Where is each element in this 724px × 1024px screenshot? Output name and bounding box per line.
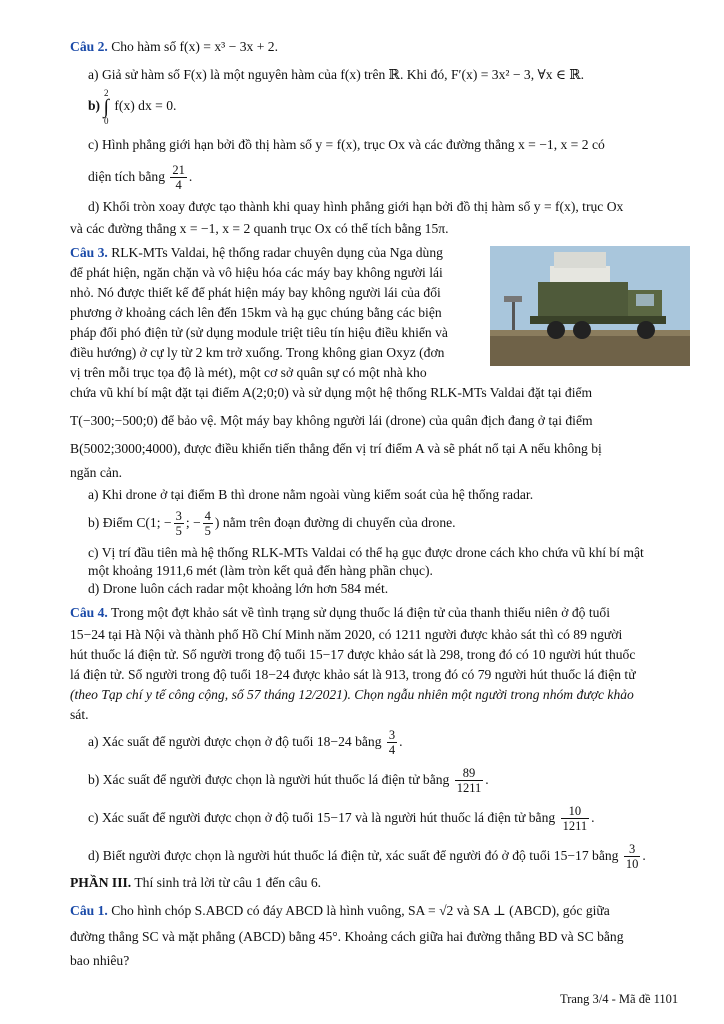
question-4-label: Câu 4. bbox=[70, 605, 108, 620]
question-3-option-c-line1: c) Vị trí đầu tiên mà hệ thống RLK-MTs Valdai có thể hạ gục được drone cách kho chứa vũ khí bí mật bbox=[88, 545, 644, 560]
question-1-line-2: bao nhiêu? bbox=[70, 953, 130, 968]
question-4-line-3: lá điện tử. Số người trong độ tuổi 18−24 được khảo sát là 913, trong đó có 79 người hút thuốc lá điện tử bbox=[70, 667, 636, 682]
question-1-line-0: Câu 1. Cho hình chóp S.ABCD có đáy ABCD là hình vuông, SA = √2 và SA ⊥ (ABCD), góc giữa bbox=[70, 903, 610, 918]
fraction: $\frac{4}{5}$ bbox=[204, 509, 211, 539]
question-2-option-c-line1: c) Hình phẳng giới hạn bởi đồ thị hàm số y = f(x), trục Ox và các đường thẳng x = −1, x = 2 có bbox=[88, 137, 605, 152]
question-4-option-c: c) Xác suất để người được chọn ở độ tuổi 15−17 và là người hút thuốc lá điện tử bằng $\frac{10}{1211}$ . bbox=[88, 804, 595, 834]
question-1-label: Câu 1. bbox=[70, 903, 108, 918]
question-3-line-4: pháp đối phó điện tử (sử dụng module triệt tiêu tín hiệu điều khiển và bbox=[70, 325, 448, 340]
question-3-full-line-3: ngăn cản. bbox=[70, 465, 123, 480]
question-4-line-5: sát. bbox=[70, 707, 89, 722]
question-3-option-c-line2: một khoảng 1911,6 mét (làm tròn kết quả đến hàng phần chục). bbox=[88, 563, 433, 578]
question-3-full-line-0: chứa vũ khí bí mật đặt tại điểm A(2;0;0) và sử dụng một hệ thống RLK-MTs Valdai đặt tại điểm bbox=[70, 385, 593, 400]
question-2-option-d-line1: d) Khối tròn xoay được tạo thành khi quay hình phẳng giới hạn bởi đồ thị hàm số y = f(x), trục Ox bbox=[88, 199, 624, 214]
question-3-line-2: nhỏ. Nó được thiết kế để phát hiện máy bay không người lái của đối bbox=[70, 285, 441, 300]
question-3-line-1: để phát hiện, ngăn chặn và vô hiệu hóa các máy bay không người lái bbox=[70, 265, 443, 280]
question-2-option-b: b) 2 ∫ 0 f(x) dx = 0. bbox=[88, 88, 177, 126]
question-4-option-b: b) Xác suất để người được chọn là người hút thuốc lá điện tử bằng $\frac{89}{1211}$ . bbox=[88, 766, 489, 796]
question-4-line-0: Câu 4. Trong một đợt khảo sát về tình trạng sử dụng thuốc lá điện tử của thanh thiếu niên ở độ tuổi bbox=[70, 605, 610, 620]
fraction: $\frac{3}{5}$ bbox=[175, 509, 182, 539]
question-3-option-a: a) Khi drone ở tại điểm B thì drone nằm ngoài vùng kiểm soát của hệ thống radar. bbox=[88, 487, 534, 502]
question-2-option-d-line2: và các đường thẳng x = −1, x = 2 quanh trục Ox có thể tích bằng 15π. bbox=[70, 221, 449, 236]
question-3-line-3: phương ở khoảng cách lên đến 15km và hạ gục chúng bằng các biện bbox=[70, 305, 442, 320]
question-4-line-2: hút thuốc lá điện tử. Số người trong độ tuổi 15−17 được khảo sát là 298, trong đó có 10 người hút thuốc bbox=[70, 647, 636, 662]
question-3-line-5: điều hướng) ở cự ly từ 2 km trở xuống. Trong không gian Oxyz (đơn bbox=[70, 345, 445, 360]
fraction: $\frac{21}{4}$ bbox=[172, 163, 185, 193]
radar-truck-photo bbox=[490, 246, 690, 366]
question-4-option-d: d) Biết người được chọn là người hút thuốc lá điện tử, xác suất để người đó ở độ tuổi 15−17 bằng $\frac{3}{10}$ . bbox=[88, 842, 646, 872]
question-2-option-a: a) Giả sử hàm số F(x) là một nguyên hàm của f(x) trên ℝ. Khi đó, F′(x) = 3x² − 3, ∀x ∈ ℝ. bbox=[88, 67, 585, 82]
page-footer: Trang 3/4 - Mã đề 1101 bbox=[560, 992, 679, 1006]
fraction: $\frac{89}{1211}$ bbox=[456, 766, 482, 796]
question-4-line-4: (theo Tạp chí y tế công cộng, số 57 tháng 12/2021). Chọn ngẫu nhiên một người trong nhóm được khảo bbox=[70, 687, 634, 702]
fraction: $\frac{3}{10}$ bbox=[625, 842, 639, 872]
question-3-line-6: vị trên mỗi trục tọa độ là mét), một cơ sở quân sự có một nhà kho bbox=[70, 365, 427, 380]
fraction: $\frac{3}{4}$ bbox=[388, 728, 396, 758]
integral-sign: 2 ∫ 0 bbox=[103, 88, 109, 126]
question-2-stem: Câu 2. Cho hàm số f(x) = x³ − 3x + 2. bbox=[70, 39, 278, 54]
question-4-option-a: a) Xác suất để người được chọn ở độ tuổi 18−24 bằng $\frac{3}{4}$ . bbox=[88, 728, 403, 758]
question-2-option-c-line2: diện tích bằng $\frac{21}{4}$ . bbox=[88, 163, 193, 193]
question-4-line-1: 15−24 tại Hà Nội và thành phố Hồ Chí Minh năm 2020, có 1211 người được khảo sát thì có 89 người bbox=[70, 627, 623, 642]
question-1-line-1: đường thẳng SC và mặt phẳng (ABCD) bằng 45°. Khoảng cách giữa hai đường thẳng BD và SC bằng bbox=[70, 929, 624, 944]
question-3-full-line-2: B(5002;3000;4000), được điều khiển tiến thẳng đến vị trí điểm A và sẽ phát nổ tại A nếu không bị bbox=[70, 441, 602, 456]
fraction: $\frac{10}{1211}$ bbox=[562, 804, 588, 834]
question-3-option-b: b) Điểm C(1; − $\frac{3}{5}$ ; − $\frac{4}{5}$ ) nằm trên đoạn đường di chuyển của drone. bbox=[88, 509, 456, 539]
question-3-full-line-1: T(−300;−500;0) để bảo vệ. Một máy bay không người lái (drone) của quân địch đang ở tại điểm bbox=[70, 413, 593, 428]
question-3-label: Câu 3. bbox=[70, 245, 108, 260]
question-3-line-0: Câu 3. RLK-MTs Valdai, hệ thống radar chuyên dụng của Nga dùng bbox=[70, 245, 443, 260]
question-2-label: Câu 2. bbox=[70, 39, 108, 54]
question-3-option-d: d) Drone luôn cách radar một khoảng lớn hơn 584 mét. bbox=[88, 581, 389, 596]
section-3-heading: PHẦN III. Thí sinh trả lời từ câu 1 đến câu 6. bbox=[70, 875, 322, 890]
